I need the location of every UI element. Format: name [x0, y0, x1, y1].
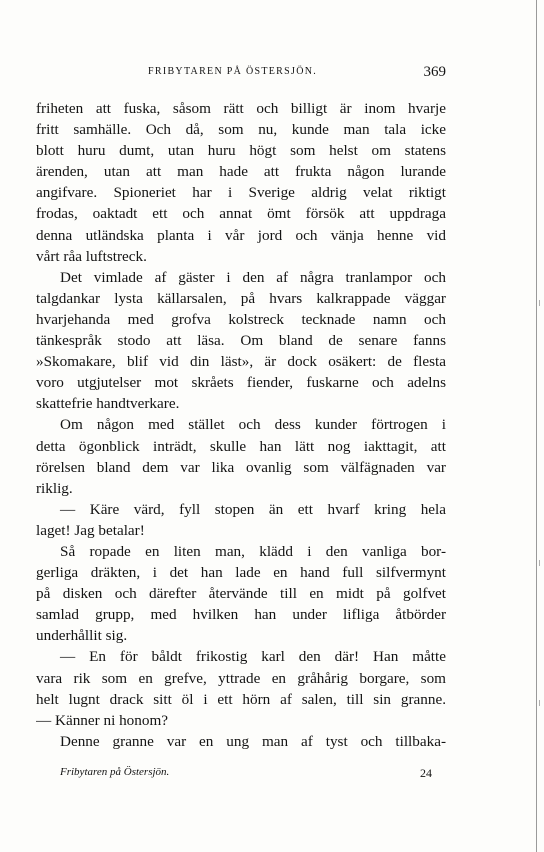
body-text [36, 98, 446, 752]
text-line: ärenden, utan att man hade att frukta någon lurande [36, 163, 446, 181]
text-line: rörelsen bland dem var lika ovanlig som välfägnaden var [36, 458, 446, 476]
text-line: fritt samhälle. Och då, som nu, kunde man tala icke [36, 121, 446, 139]
text-line: »Skomakare, blif vid din läst», är dock osäkert: de flesta [36, 353, 446, 371]
page-number: 369 [423, 64, 446, 80]
text-line: frodas, oaktadt ett och annat ömt försök att uppdraga [36, 205, 446, 223]
text-line: voro utgjutelser mot skråets fiender, fuskarne och adelns [36, 374, 446, 392]
text-line: denna utländska planta i vår jord och vänja henne vid [36, 226, 446, 244]
page-edge-mark [539, 300, 540, 306]
text-line: blott huru dumt, utan huru högt som helst om statens [36, 142, 446, 160]
page-edge-mark [539, 560, 540, 566]
text-line: Det vimlade af gäster i den af några tranlampor och [60, 268, 446, 286]
signature-mark: 24 [420, 766, 432, 780]
text-line: laget! Jag betalar! [36, 521, 145, 539]
text-line: riklig. [36, 479, 73, 497]
text-line: — En för båldt frikostig karl den där! Han måtte [60, 648, 446, 666]
running-title: FRIBYTAREN PÅ ÖSTERSJÖN. [148, 66, 318, 77]
text-line: gerliga dräkten, i det han lade en hand full silfvermynt [36, 564, 446, 582]
text-line: vårt råa luftstreck. [36, 247, 147, 265]
text-line: — Känner ni honom? [36, 711, 169, 729]
text-line: — Käre värd, fyll stopen än ett hvarf kring hela [60, 500, 446, 518]
text-line: på disken och därefter återvände till en midt på golfvet [36, 585, 446, 603]
text-line: vara rik som en grefve, yttrade en gråhårig borgare, som [36, 669, 446, 687]
text-line: tänkespråk stodo att läsa. Om bland de senare fanns [36, 332, 446, 350]
text-line: friheten att fuska, såsom rätt och billigt är inom hvarje [36, 100, 446, 117]
text-line: hvarjehanda med grofva kolstreck tecknade namn och [36, 310, 446, 328]
page-edge [536, 0, 537, 852]
text-line: detta ögonblick inträdt, skulle han lätt nog iakttagit, att [36, 437, 446, 455]
text-line: Denne granne var en ung man af tyst och tillbaka- [60, 732, 446, 750]
text-line: angifvare. Spioneriet har i Sverige aldrig velat riktigt [36, 184, 446, 202]
running-head [36, 64, 446, 84]
text-line: underhållit sig. [36, 627, 128, 645]
text-line: helt lugnt drack sitt öl i ett hörn af salen, till sin granne. [36, 690, 446, 708]
text-line: talgdankar lysta källarsalen, på hvars kalkrappade väggar [36, 289, 446, 307]
text-line: Så ropade en liten man, klädd i den vanliga bor- [60, 542, 446, 560]
page-footer [60, 766, 432, 784]
footer-title: Fribytaren på Östersjön. [60, 766, 170, 778]
text-line: skattefrie handtverkare. [36, 395, 180, 413]
page-edge-mark [539, 700, 540, 706]
text-line: Om någon med stället och dess kunder förtrogen i [60, 416, 446, 434]
text-line: samlad grupp, med hvilken han under lifliga åtbörder [36, 606, 446, 624]
